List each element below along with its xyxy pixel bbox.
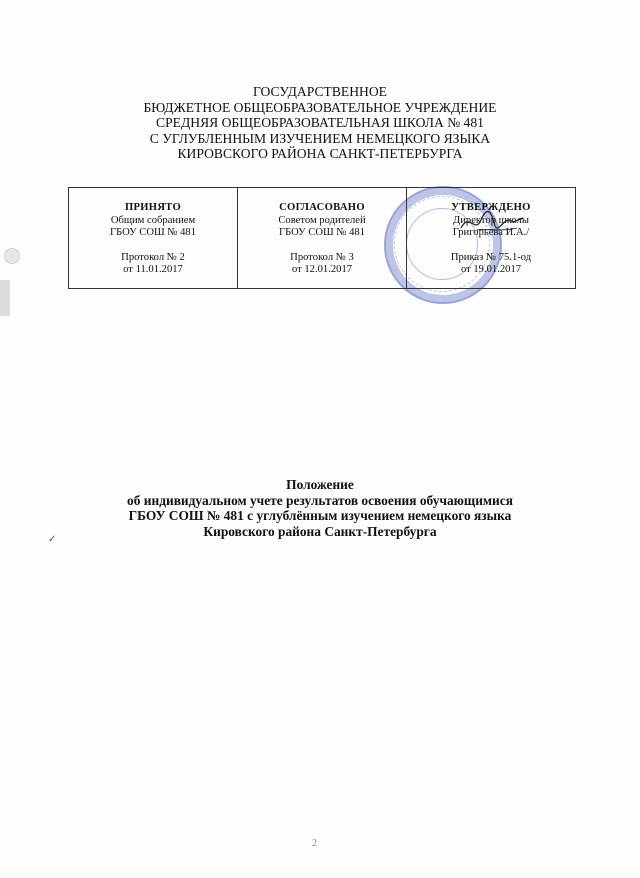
scan-mark: ✓ (48, 534, 57, 545)
school-header (60, 84, 580, 162)
punch-hole (4, 248, 20, 264)
header-line-1: ГОСУДАРСТВЕННОЕ (253, 84, 387, 99)
approved-order: Приказ № 75.1-од (450, 251, 532, 263)
approved-date: от 19.01.2017 (460, 264, 522, 276)
director-signature-icon (457, 208, 527, 236)
header-line-3: СРЕДНЯЯ ОБЩЕОБРАЗОВАТЕЛЬНАЯ ШКОЛА № 481 (156, 115, 484, 130)
approved-position: Директор школы (453, 214, 529, 226)
accepted-date: от 11.01.2017 (123, 264, 183, 276)
approved-title: УТВЕРЖДЕНО (451, 202, 531, 213)
approved-name: Григорьева И.А./ (452, 227, 530, 239)
agreed-body: Советом родителей (278, 214, 366, 226)
header-line-4: С УГЛУБЛЕННЫМ ИЗУЧЕНИЕМ НЕМЕЦКОГО ЯЗЫКА (149, 130, 491, 146)
accepted-block (69, 188, 238, 288)
agreed-title: СОГЛАСОВАНО (279, 202, 365, 213)
agreed-date: от 12.01.2017 (291, 264, 353, 276)
document-title (60, 477, 580, 539)
agreed-org: ГБОУ СОШ № 481 (278, 227, 366, 239)
accepted-protocol: Протокол № 2 (121, 251, 185, 263)
accepted-title: ПРИНЯТО (124, 202, 182, 213)
accepted-body: Общим собранием (110, 214, 196, 226)
page-number: 2 (312, 838, 317, 849)
approvals-table (68, 187, 576, 289)
agreed-block (238, 188, 407, 288)
agreed-protocol: Протокол № 3 (290, 251, 354, 263)
title-line-4: Кировского района Санкт-Петербурга (203, 523, 437, 539)
header-line-5: КИРОВСКОГО РАЙОНА САНКТ-ПЕТЕРБУРГА (177, 146, 463, 161)
bleed-through-text (56, 72, 586, 832)
accepted-org: ГБОУ СОШ № 481 (109, 227, 197, 239)
scan-edge-mark (0, 280, 10, 316)
title-line-3: ГБОУ СОШ № 481 с углублённым изучением немецкого языка (128, 508, 512, 524)
header-line-2: БЮДЖЕТНОЕ ОБЩЕОБРАЗОВАТЕЛЬНОЕ УЧРЕЖДЕНИЕ (143, 99, 497, 115)
title-line-2: об индивидуальном учете результатов освоения обучающимися (127, 492, 513, 508)
approved-block (407, 188, 575, 288)
title-line-1: Положение (286, 477, 354, 492)
